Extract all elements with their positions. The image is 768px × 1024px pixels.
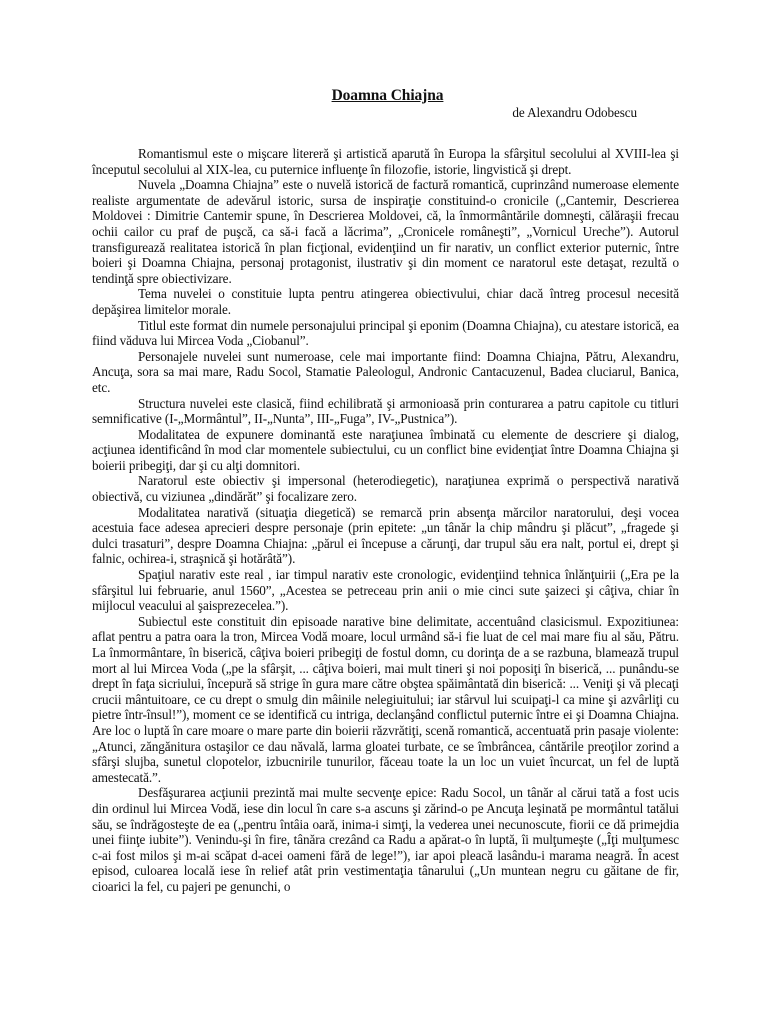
paragraph: Structura nuvelei este clasică, fiind echilibrată şi armonioasă prin conturarea a patru capitole cu titluri semnificative (I-„Mormântul”, II-„Nunta”, III-„Fuga”, IV-„Pustnica”). bbox=[92, 395, 679, 427]
paragraph: Romantismul este o mişcare litereră şi artistică aparută în Europa la sfârşitul secolului al XVIII-lea şi începutul secolului al XIX-lea, cu puternice influenţe în filozofie, istorie, lingvistică şi drept. bbox=[92, 146, 679, 177]
paragraph: Subiectul este constituit din episoade narative bine delimitate, accentuând clasicismul. Expozitiunea: aflat pentru a patra oara la tron, Mircea Vodă moare, locul urmând să-i fie luat de cel mai mare fiu al său, Pătru. La înmormântare, în biserică, câţiva boieri pribegiţi de fostul domn, cu dorinţa de a se razbuna, blamează trupul mort al lui Mircea Voda („pe la sfârşit, ... câţiva boieri, mai mult tineri şi noi poposiţi în biserică, ... punându-se drept în faţa sicriului, începură să strige în gura mare către obştea spăimântată din biserică: ... Veniţi şi vă plecaţi crucii mântuitoare, ce cu drept o smulg din mâinile nelegiuitului; iar stârvul lui scuipaţi-l ca mine şi azvârliţi cu pietre într-însul!”), moment ce se identifică cu intriga, declanşând conflictul puternic între ei şi Doamna Chiajna. Are loc o luptă în care moare o mare parte din boierii răzvrătiţi, scenă romantică, accentuată prin pasaje violente: „Atunci, zăngănitura ostaşilor ce dau năvală, larma gloatei turbate, ce se îmbrâncea, cântările preoţilor zorind a sfârşi slujba, sunetul clopotelor, izbucnirile tunurilor, făceau toate la un loc un vuiet încurcat, un fel de luptă amestecată.”. bbox=[92, 613, 679, 785]
paragraph: Personajele nuvelei sunt numeroase, cele mai importante fiind: Doamna Chiajna, Pătru, Alexandru, Ancuţa, sora sa mai mare, Radu Socol, Stamatie Paleologul, Andronic Cantacuzenul, Badea cluciarul, Banica, etc. bbox=[92, 348, 679, 395]
paragraph: Spaţiul narativ este real , iar timpul narativ este cronologic, evidenţiind tehnica înlănţuirii („Era pe la sfârşitul lui februarie, anul 1560”, „Acestea se petreceau prin anii o mie cinci sute şaizeci şi câţiva, chiar în mijlocul veacului al şaisprezecelea.”). bbox=[92, 567, 679, 614]
paragraph: Nuvela „Doamna Chiajna” este o nuvelă istorică de factură romantică, cuprinzând numeroase elemente realiste argumentate de adevărul istoric, sursa de inspiraţie constituind-o cronicile („Cantemir, Descrierea Moldovei : Dimitrie Cantemir spune, în Descrierea Moldovei, că, la înmormântările domneşti, călăraşii frecau ochii cailor cu praf de puşcă, ca să-i facă a lăcrima”, „Cronicele româneşti”, „Vornicul Ureche”). Autorul transfigurează realitatea istorică în plan ficţional, evidenţiind un fir narativ, un conflict exterior puternic, între boieri şi Doamna Chiajna, personaj protagonist, ilustrativ şi din moment ce naratorul este detaşat, rezultă o tendinţă spre obiectivizare. bbox=[92, 177, 679, 286]
document-author: de Alexandru Odobescu bbox=[512, 105, 637, 120]
paragraph: Desfăşurarea acţiunii prezintă mai multe secvenţe epice: Radu Socol, un tânăr al cărui tată a fost ucis din ordinul lui Mircea Vodă, iese din locul în care s-a ascuns şi zărind-o pe Ancuţa leşinată pe mormântul tatălui său, se îndrăgosteşte de ea („pentru întâia oară, inima-i simţi, la vederea unei necunoscute, fiorii ce dă primejdia unei fiinţe iubite”). Venindu-şi în fire, tânăra crezând ca Radu a apărat-o în luptă, îi mulţumeşte („Îţi mulţumesc c-ai fost milos şi m-ai scăpat d-acei oameni fără de lege!”), iar apoi pleacă lasându-i marama neagră. În acest episod, culoarea locală iese în relief atât prin vestimentaţia tânarului („Un muntean negru cu găitane de fir, cioarici la fel, cu pajeri pe genunchi, o bbox=[92, 785, 679, 894]
paragraph: Tema nuvelei o constituie lupta pentru atingerea obiectivului, chiar dacă întreg procesul necesită depăşirea limitelor morale. bbox=[92, 286, 679, 317]
paragraph: Modalitatea narativă (situaţia diegetică) se remarcă prin absenţa mărcilor naratorului, deşi vocea acestuia face adesea aprecieri despre personaje (prin epitete: „un tânăr la chip mândru şi plăcut”, „fragede şi dulci trasaturi”, despre Doamna Chiajna: „părul ei începuse a cărunţi, dar trupul său era nalt, portul ei, drept şi falnic, ochirea-i, straşnică şi hotărâtă”). bbox=[92, 504, 679, 567]
paragraph: Titlul este format din numele personajului principal şi eponim (Doamna Chiajna), cu atestare istorică, ea fiind văduva lui Mircea Voda „Ciobanul”. bbox=[92, 317, 679, 349]
document-page bbox=[92, 86, 679, 895]
document-title: Doamna Chiajna bbox=[331, 87, 444, 104]
paragraph: Naratorul este obiectiv şi impersonal (heterodiegetic), naraţiunea exprimă o perspectivă narativă obiectivă, cu viziunea „dindărăt” şi focalizare zero. bbox=[92, 473, 679, 505]
paragraph: Modalitatea de expunere dominantă este naraţiunea îmbinată cu elemente de descriere şi dialog, acţiunea identificând în mod clar momentele subiectului, cu un conflict bine evidenţiat între Doamna Chiajna şi boierii pribegiţi, dar şi cu alţi domnitori. bbox=[92, 426, 679, 473]
